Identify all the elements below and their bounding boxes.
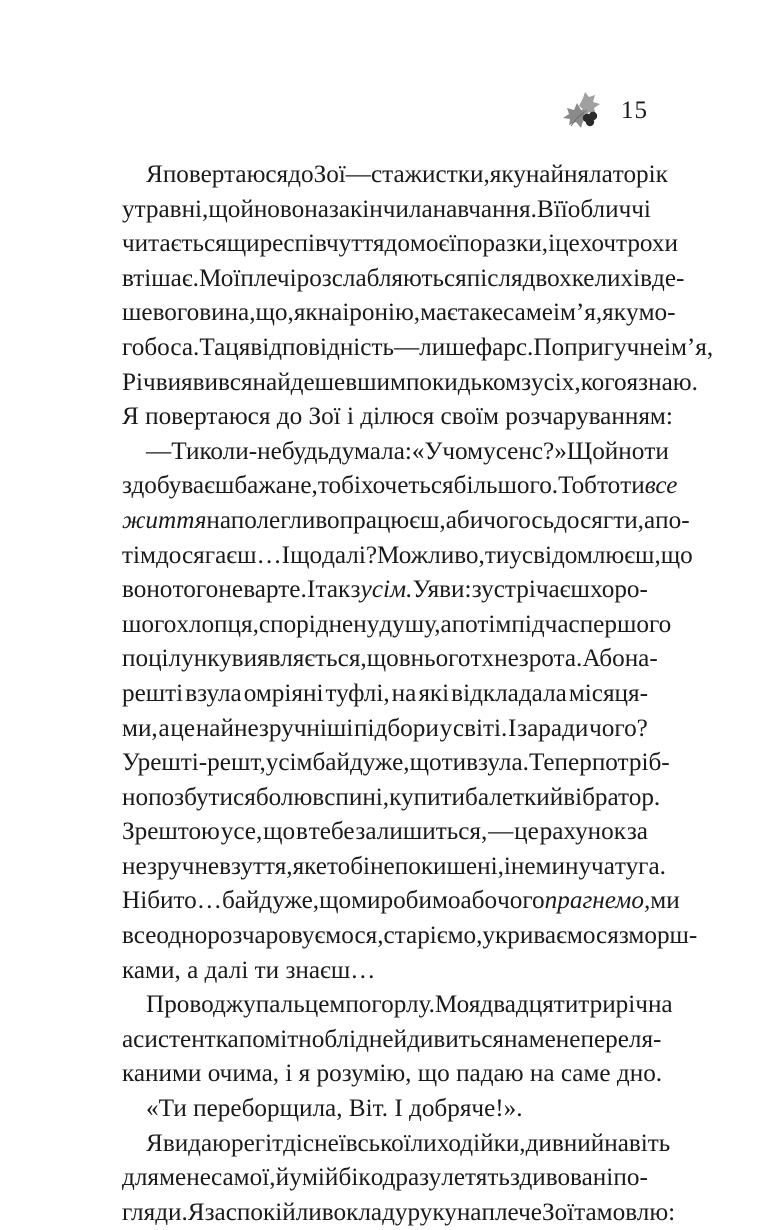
paragraph	[122, 1127, 676, 1230]
text-line: «Ти переборщила, Віт. І добряче!».	[146, 1095, 523, 1123]
page-number: 15	[621, 97, 648, 124]
text-line: ми, а це найнезручніші підбори у світі. І заради чого?	[122, 714, 648, 742]
text-line: шого хлопця, споріднену душу, а потім під час першого	[122, 610, 672, 638]
page-header	[557, 88, 648, 134]
text-line: у травні, щойно вона закінчила навчання. В її обличчі	[122, 195, 651, 223]
holly-leaves-icon	[557, 88, 607, 134]
text-line: Я видаю регіт діснеївської лиходійки, дивний навіть	[146, 1129, 671, 1157]
text-line: поцілунку виявляється, що в нього тхне з рота. Або на-	[122, 645, 658, 673]
text-line: здобуваєш бажане, тобі хочеться більшого. Тобто ти все	[122, 472, 678, 500]
text-line: тім досягаєш… І що далі? Можливо, ти усвідомлюєш, що	[122, 541, 693, 569]
text-line: — Ти коли-небудь думала: «У чому сенс?» Щойно ти	[146, 437, 669, 465]
text-line: но позбутися болю в спині, купити балетки й вібратор.	[122, 783, 661, 811]
text-line: втішає. Мої плечі розслабляються після двох келихів де-	[122, 264, 685, 292]
text-line: го боса. Та ця відповідність — лише фарс. Попри гучне ім’я,	[122, 333, 714, 361]
paragraph	[122, 1092, 648, 1127]
text-line: життя наполегливо працюєш, аби чогось досягти, а по-	[122, 506, 690, 534]
text-line: Зрештою усе, що в тебе залишиться, — це рахунок за	[122, 818, 648, 846]
text-line: Урешті-решт, усім байдуже, що ти взула. Тепер потріб-	[122, 749, 670, 777]
paragraph	[122, 988, 673, 1092]
text-line: все одно розчаровуємося, старіємо, укриваємося зморш-	[122, 922, 698, 950]
paragraph	[122, 435, 698, 989]
body-text	[122, 158, 714, 1230]
text-line: асистентка помітно блідне й дивиться на мене переля-	[122, 1025, 662, 1053]
text-line: Проводжу пальцем по горлу. Моя двадцятитрирічна	[146, 991, 673, 1019]
text-line: решті взула омріяні туфлі, на які відкладала місяця-	[122, 679, 648, 707]
text-line: Я повертаюся до Зої і ділюся своїм розчаруванням:	[122, 403, 673, 431]
text-line: шевого вина, що, як на іронію, має таке саме ім’я, як у мо-	[122, 299, 676, 327]
text-line: каними очима, і я розумію, що падаю на саме дно.	[122, 1060, 663, 1088]
text-line: Річ виявився найдешевшим покидьком з усіх, кого я знаю.	[122, 368, 698, 396]
paragraph	[122, 158, 714, 435]
text-line: Я повертаюся до Зої — стажистки, яку найняла торік	[146, 161, 668, 188]
text-line: читається щире співчуття до моєї поразки, і це хоч трохи	[122, 230, 678, 258]
text-line: для мене самої, й у мій бік одразу летять здивовані по-	[122, 1164, 648, 1192]
text-line: Нібито… байдуже, що ми робимо або чого прагнемо, ми	[122, 887, 680, 915]
text-line: ками, а далі ти знаєш…	[122, 956, 376, 984]
text-line: незручне взуття, яке тобі не по кишені, і неминуча туга.	[122, 852, 666, 880]
text-line: гляди. Я заспокійливо кладу руку на плече Зої та мовлю:	[122, 1198, 676, 1226]
text-line: воно того не варте. І так з усім. Уяви: зустрічаєш хоро-	[122, 576, 648, 604]
